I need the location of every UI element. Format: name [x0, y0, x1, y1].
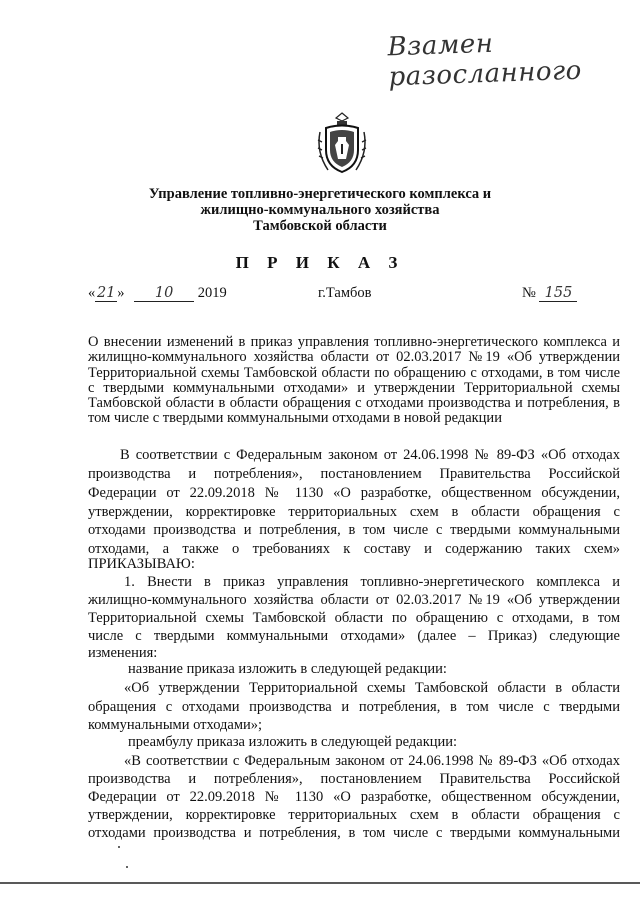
scan-edge-line [0, 882, 640, 884]
number-value: 155 [539, 285, 577, 302]
org-name-line-3: Тамбовской области [253, 218, 387, 234]
order-keyword: ПРИКАЗЫВАЮ: [88, 556, 195, 572]
body-line: Территориальной схемы Тамбовской области по обращению с отходами, в том [88, 610, 620, 626]
handwritten-note: Взамен разосланного [387, 28, 583, 93]
number-label: № [522, 285, 536, 301]
body-line: 1. Внести в приказ управления топливно-энергетического комплекса и [124, 574, 620, 590]
city-name: г.Тамбов [318, 285, 372, 301]
org-name-line-1: Управление топливно-энергетического комплекса и [148, 186, 492, 202]
body-line: отходами, а также о требованиях к составу и содержанию таких схем» [88, 541, 620, 557]
body-line: коммунальными отходами»; [88, 717, 263, 733]
body-line: утверждении, корректировке территориальных схем в области обращения с [88, 504, 620, 520]
document-type-title: П Р И К А З [235, 253, 405, 272]
body-line: Федерации от 22.09.2018 № 1130 «О разработке, общественном обсуждении, [88, 485, 620, 501]
order-date [88, 285, 227, 302]
body-line: производства и потребления», постановлением Правительства Российской [88, 771, 620, 787]
scan-speck [118, 846, 120, 848]
scan-speck [126, 866, 128, 868]
date-day: 21 [97, 285, 116, 301]
body-line: изменения: [88, 645, 158, 661]
org-name-line-2: жилищно-коммунального хозяйства [200, 202, 440, 218]
date-close-quote: » [117, 285, 125, 301]
body-line: обращения с отходами производства и потребления, в том числе с твердыми [88, 699, 620, 715]
body-line: производства и потребления», постановлением Правительства Российской [88, 466, 620, 482]
body-line: «В соответствии с Федеральным законом от 24.06.1998 № 89-ФЗ «Об отходах [124, 753, 620, 769]
body-line: отходами производства и потребления, в том числе с твердыми коммунальными [88, 522, 620, 538]
body-line: преамбулу приказа изложить в следующей редакции: [128, 734, 458, 750]
body-line: утверждении, корректировке территориальных схем в области обращения с [88, 807, 620, 823]
date-year: 2019 [197, 285, 227, 301]
body-line: В соответствии с Федеральным законом от 24.06.1998 № 89-ФЗ «Об отходах [120, 447, 620, 463]
body-line: «Об утверждении Территориальной схемы Тамбовской области в области [124, 680, 620, 696]
body-line: Федерации от 22.09.2018 № 1130 «О разработке, общественном обсуждении, [88, 789, 620, 805]
order-number [522, 285, 577, 302]
tambov-coat-of-arms-icon [314, 110, 370, 176]
body-line: название приказа изложить в следующей редакции: [128, 661, 447, 677]
body-line: числе с твердыми коммунальными отходами» (далее – Приказ) следующие [88, 628, 620, 644]
body-line: отходами производства и потребления, в том числе с твердыми коммунальными [88, 825, 620, 841]
body-line: жилищно-коммунального хозяйства области от 02.03.2017 №19 «Об утверждении [88, 592, 620, 608]
order-subject: О внесении изменений в приказ управления топливно-энергетического комплекса и жилищно-коммунального хозяйства области от 02.03.2017 №19 «Об утверждении Территориальной схемы Тамбовской области по обращению с отходами, в том числе с твердыми коммунальными отходами» и утверждении Территориальной схемы Тамбовской области в области обращения с отходами производства и потребления, в том числе с твердыми коммунальными отходами в новой редакции [88, 334, 620, 427]
date-month: 10 [134, 285, 194, 302]
date-open-quote: « [88, 285, 96, 301]
